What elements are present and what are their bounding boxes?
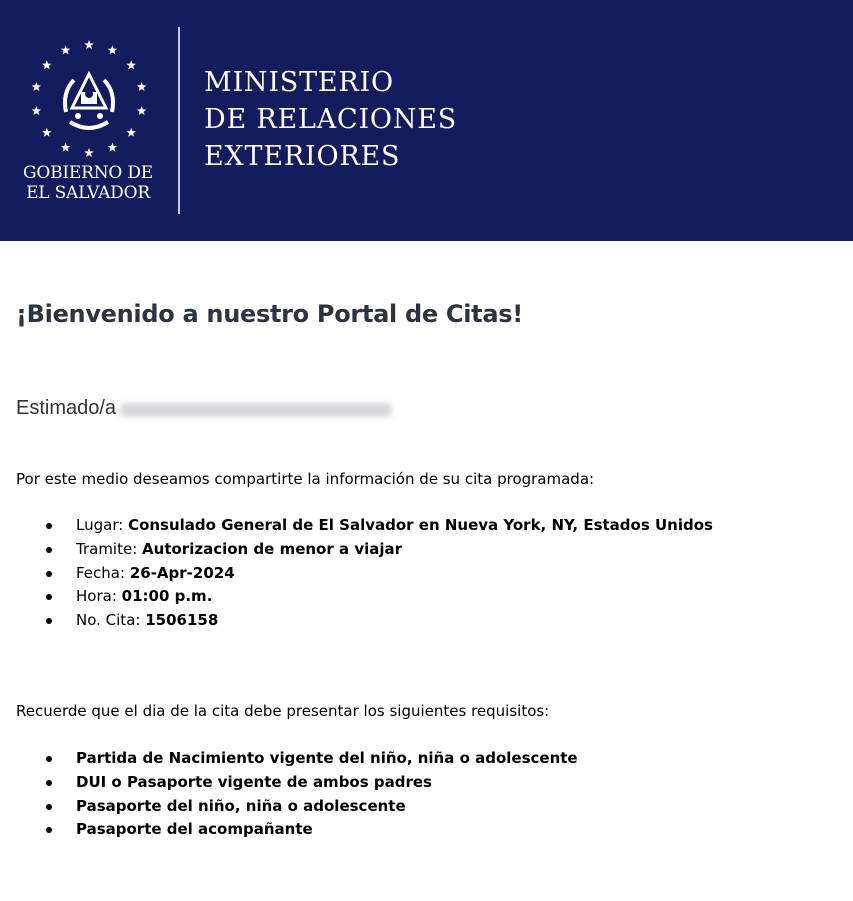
detail-value: 01:00 p.m.: [121, 587, 213, 606]
page-title: ¡Bienvenido a nuestro Portal de Citas!: [16, 300, 523, 328]
detail-value: Autorizacion de menor a viajar: [142, 539, 403, 558]
greeting-prefix: Estimado/a: [16, 397, 117, 419]
star-icon: [137, 106, 147, 115]
star-icon: [126, 128, 136, 137]
star-icon: [108, 45, 118, 54]
header-banner: [0, 0, 853, 241]
ministry-name: [204, 64, 457, 175]
greeting: [16, 397, 392, 420]
detail-value: 1506158: [145, 611, 219, 630]
star-icon: [42, 60, 52, 69]
header-divider: [178, 27, 180, 214]
coat-of-arms-icon: [26, 36, 152, 162]
detail-value: 26-Apr-2024: [129, 563, 235, 582]
star-icon: [84, 148, 94, 157]
detail-label: Hora:: [76, 587, 117, 606]
detail-value: Consulado General de El Salvador en Nueva York, NY, Estados Unidos: [128, 516, 713, 534]
requirement-item: DUI o Pasaporte vigente de ambos padres: [46, 771, 578, 795]
requirement-item: Partida de Nacimiento vigente del niño, niña o adolescente: [46, 747, 578, 771]
star-icon: [61, 143, 71, 152]
detail-procedure: [46, 538, 713, 562]
ministry-line-1: MINISTERIO: [204, 67, 394, 98]
detail-label: Fecha:: [76, 563, 126, 582]
star-icon: [32, 82, 42, 91]
triangle-emblem-icon: [65, 74, 113, 128]
requirements-list: [46, 747, 578, 842]
detail-label: Tramite:: [76, 539, 138, 558]
detail-date: [46, 562, 713, 586]
star-icon: [42, 128, 52, 137]
star-icon: [126, 60, 136, 69]
detail-time: [46, 585, 713, 609]
government-logo-text: [14, 163, 162, 203]
detail-label: No. Cita:: [76, 611, 141, 630]
logo-line-1: GOBIERNO DE: [23, 163, 153, 183]
star-icon: [108, 143, 118, 152]
ministry-line-2: DE RELACIONES: [204, 104, 458, 135]
detail-place: [46, 514, 713, 538]
star-icon: [61, 45, 71, 54]
requirement-item: Pasaporte del acompañante: [46, 818, 578, 842]
logo-line-2: EL SALVADOR: [26, 183, 150, 203]
reminder-text: Recuerde que el dia de la cita debe presentar los siguientes requisitos:: [16, 702, 550, 720]
star-icon: [32, 106, 42, 115]
ministry-line-3: EXTERIORES: [204, 141, 401, 172]
intro-text: Por este medio deseamos compartirte la información de su cita programada:: [16, 470, 595, 488]
redacted-name: [120, 403, 392, 417]
appointment-details: [46, 514, 713, 633]
detail-appointment-number: [46, 609, 713, 633]
star-icon: [84, 40, 94, 49]
star-icon: [137, 82, 147, 91]
requirement-item: Pasaporte del niño, niña o adolescente: [46, 795, 578, 819]
detail-label: Lugar:: [76, 516, 124, 534]
